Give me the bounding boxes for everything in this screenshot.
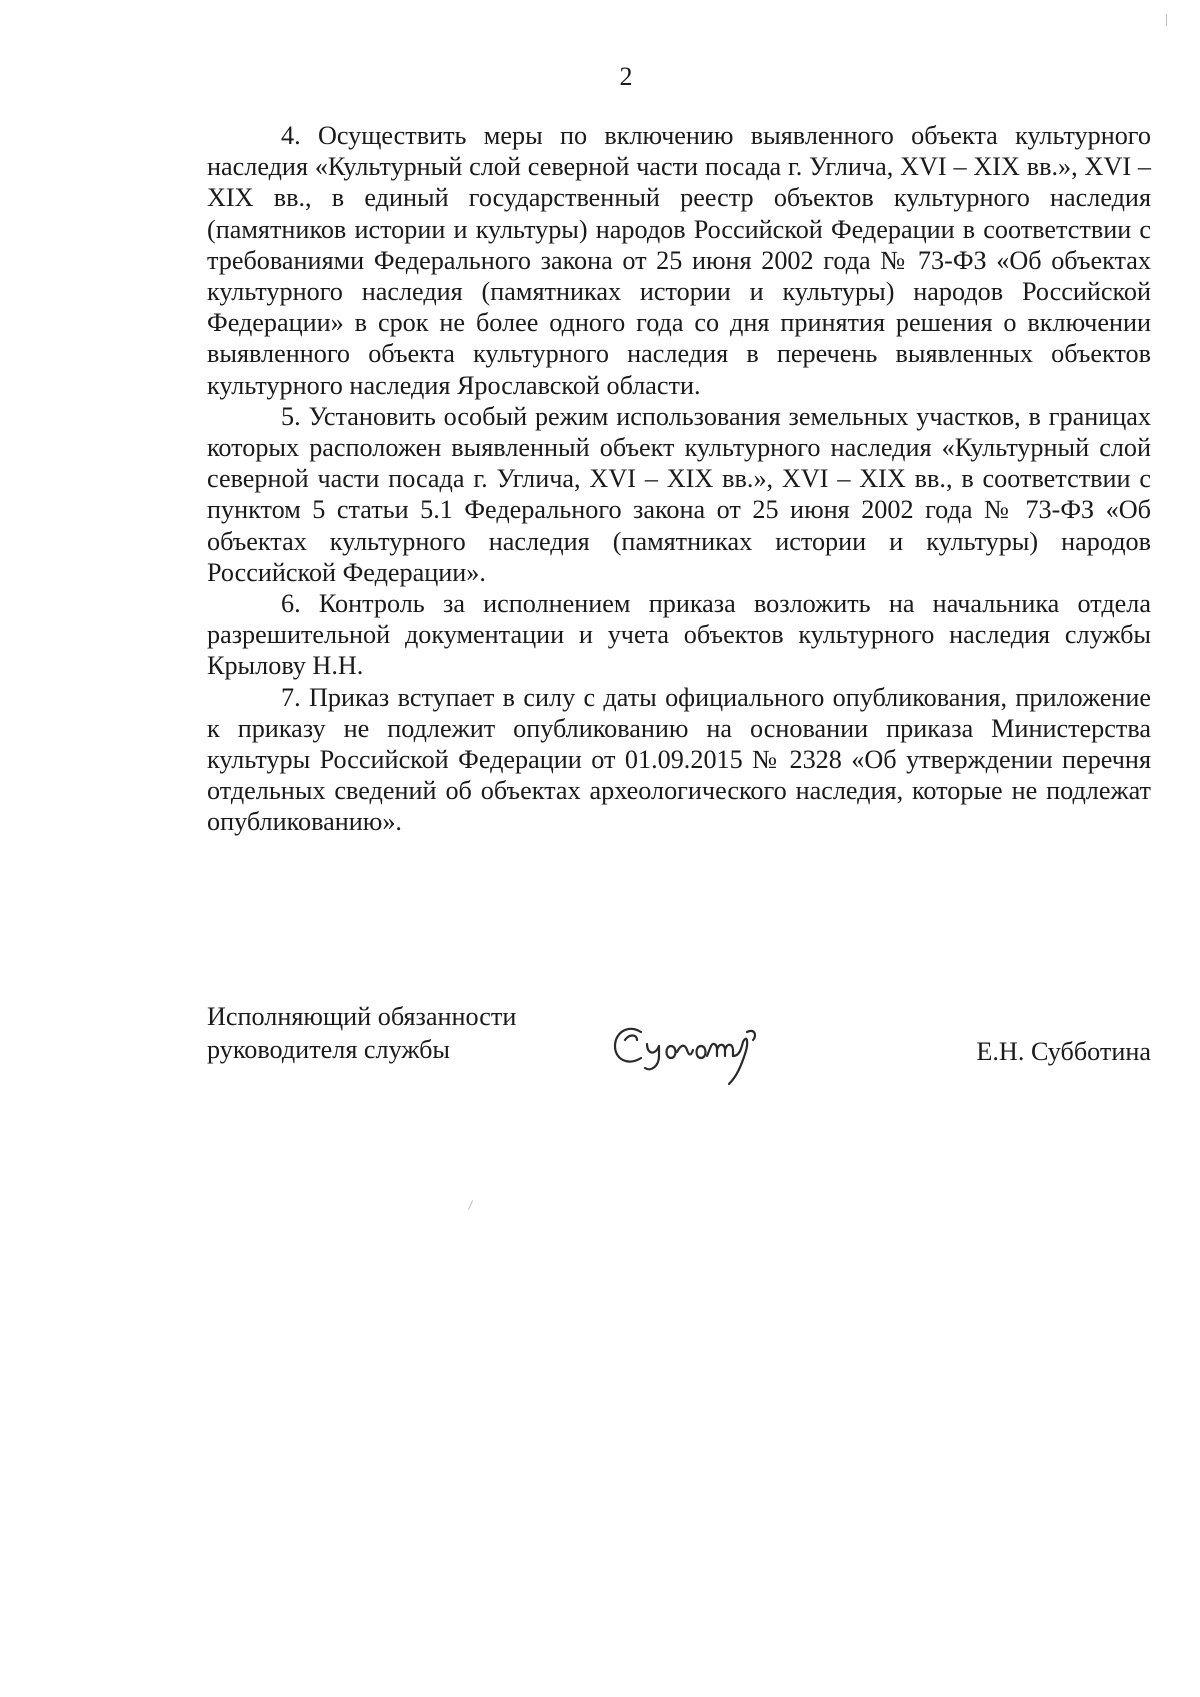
signatory-position-line-1: Исполняющий обязанности: [207, 1002, 517, 1031]
signatory-position-line-2: руководителя службы: [207, 1035, 451, 1064]
paragraph-4: 4. Осуществить меры по включению выявленного объекта культурного наследия «Культурный слой северной части посада г. Углича, XVI – XIX вв.», XVI – XIX вв., в единый государственный реестр объектов культурного наследия (памятников истории и культуры) народов Российской Федерации в соответствии с требованиями Федерального закона от 25 июня 2002 года № 73-ФЗ «Об объектах культурного наследия (памятниках истории и культуры) народов Российской Федерации» в срок не более одного года со дня принятия решения о включении выявленного объекта культурного наследия в перечень выявленных объектов культурного наследия Ярославской области.: [207, 121, 1151, 400]
document-body: [207, 120, 1151, 838]
handwritten-signature: [607, 1010, 787, 1090]
signature-block: [207, 1000, 1151, 1090]
scan-artifact: [1166, 14, 1167, 26]
paragraph-7: 7. Приказ вступает в силу с даты официального опубликования, приложение к приказу не подлежит опубликованию на основании приказа Министерства культуры Российской Федерации от 01.09.2015 № 2328 «Об утверждении перечня отдельных сведений об объектах археологического наследия, которые не подлежат опубликованию».: [207, 682, 1151, 837]
page-number: 2: [619, 62, 633, 91]
scan-artifact: [468, 1200, 473, 1209]
paragraph-5: 5. Установить особый режим использования земельных участков, в границах которых расположен выявленный объект культурного наследия «Культурный слой северной части посада г. Углича, XVI – XIX вв.», XVI – XIX вв., в соответствии с пунктом 5 статьи 5.1 Федерального закона от 25 июня 2002 года № 73-ФЗ «Об объектах культурного наследия (памятниках истории и культуры) народов Российской Федерации».: [207, 401, 1151, 587]
paragraph-6: 6. Контроль за исполнением приказа возложить на начальника отдела разрешительной документации и учета объектов культурного наследия службы Крылову Н.Н.: [207, 589, 1151, 681]
signatory-position: [207, 1000, 516, 1066]
signatory-name: Е.Н. Субботина: [976, 1037, 1151, 1066]
